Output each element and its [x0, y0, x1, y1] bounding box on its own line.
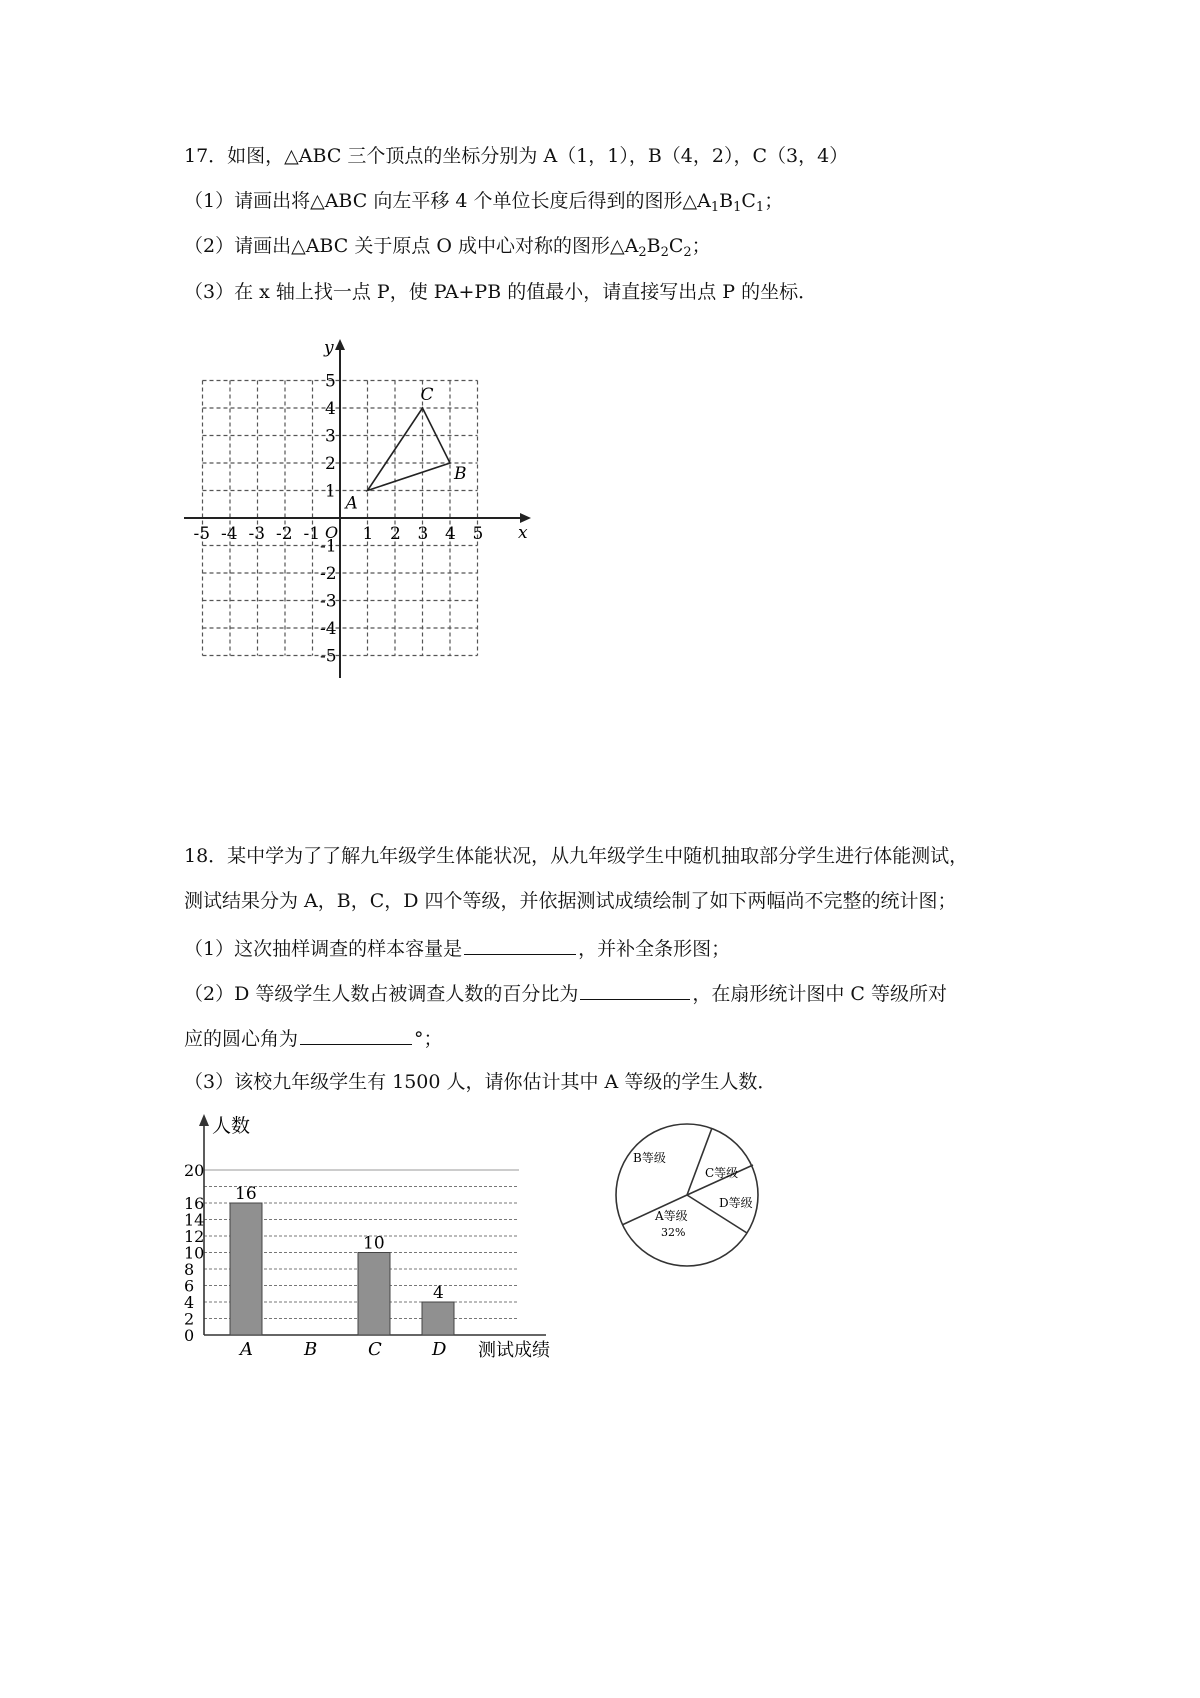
- vertex-label-c: C: [420, 385, 434, 405]
- y-tick-label: 1: [325, 481, 336, 502]
- pie-label-b: B等级: [633, 1151, 666, 1165]
- x-tick-label: 5: [472, 524, 484, 544]
- y-tick-label: 4: [325, 399, 336, 419]
- x-tick-labels: [194, 524, 484, 544]
- q17-part1: （1）请画出将△ABC 向左平移 4 个单位长度后得到的图形$\triangle A_1B_1C_1$；: [184, 190, 784, 215]
- q17-part2: （2）请画出△ABC 关于原点 O 成中心对称的图形$\triangle A_2B_2C_2$；: [184, 235, 711, 260]
- q18-part3: （3）该校九年级学生有 1500 人，请你估计其中 A 等级的学生人数．: [184, 1071, 777, 1093]
- bar-a: [230, 1203, 262, 1335]
- bar-category-labels: [238, 1339, 447, 1360]
- y-tick-label: -2: [320, 564, 337, 584]
- bar-y-axis-label: 人数: [212, 1115, 251, 1137]
- q18-part1: （1）这次抽样调查的样本容量是 ，并补全条形图；: [184, 932, 730, 963]
- x-tick-label: -3: [248, 524, 266, 544]
- bar-y-tick-label: 14: [184, 1210, 205, 1230]
- bar-chart: [184, 1110, 574, 1360]
- bar-y-tick-label: 12: [184, 1227, 205, 1246]
- bar-y-tick-label: 16: [184, 1194, 205, 1213]
- y-tick-label: -5: [320, 646, 337, 667]
- q18-part2-cont: 应的圆心角为 °；: [184, 1022, 443, 1053]
- bar-value-label: 16: [235, 1184, 257, 1204]
- bar-category-label: B: [304, 1339, 318, 1360]
- bar-y-tick-label: 2: [184, 1309, 195, 1329]
- x-tick-label: 3: [417, 524, 429, 544]
- y-tick-label: -3: [320, 591, 337, 612]
- x-tick-label: 4: [445, 524, 456, 544]
- y-tick-label: 2: [325, 454, 336, 474]
- q17-part3: （3）在 x 轴上找一点 P，使 PA+PB 的值最小，请直接写出点 P 的坐标．: [184, 281, 818, 303]
- q18-part2: （2）D 等级学生人数占被调查人数的百分比为 ，在扇形统计图中 C 等级所对: [184, 977, 947, 1008]
- bar-y-tick-label: 4: [184, 1293, 195, 1312]
- bar-y-tick-label: 8: [184, 1260, 195, 1279]
- x-axis-arrow-icon: [520, 513, 531, 523]
- y-tick-label: -4: [320, 619, 337, 639]
- y-axis-label: y: [324, 338, 334, 358]
- bar-category-label: D: [432, 1339, 447, 1360]
- answer-blank-c-angle[interactable]: [300, 1022, 412, 1045]
- x-axis-label: x: [518, 523, 528, 543]
- pie-chart: [597, 1120, 777, 1270]
- bar-category-label: A: [240, 1339, 253, 1360]
- x-tick-label: -1: [303, 524, 321, 544]
- q18-stem-line2: 测试结果分为 A，B，C，D 四个等级，并依据测试成绩绘制了如下两幅尚不完整的统计图；: [184, 890, 957, 912]
- y-axis-arrow-icon: [335, 339, 345, 350]
- vertex-label-a: A: [345, 493, 358, 514]
- q18-stem-line1: 18．某中学为了了解九年级学生体能状况，从九年级学生中随机抽取部分学生进行体能测试，: [184, 845, 969, 867]
- x-tick-label: 1: [362, 524, 374, 544]
- y-tick-label: 5: [325, 371, 336, 392]
- vertex-labels: [344, 385, 467, 514]
- origin-label: O: [325, 523, 339, 542]
- bar-y-tick-label: 10: [184, 1243, 205, 1263]
- bar-y-arrow-icon: [199, 1114, 209, 1126]
- vertex-label-b: B: [454, 464, 467, 484]
- y-tick-label: -1: [320, 536, 337, 557]
- bar-value-label: 10: [363, 1233, 385, 1254]
- answer-blank-sample-size[interactable]: [464, 932, 576, 955]
- bar-y-tick-labels: [184, 1161, 204, 1345]
- bar-x-axis-label: 测试成绩: [478, 1340, 550, 1360]
- bar-y-tick-label: 20: [184, 1161, 205, 1180]
- x-tick-label: -4: [221, 524, 238, 544]
- coordinate-grid-figure: [184, 338, 534, 678]
- x-tick-label: -5: [193, 524, 211, 544]
- bar-c: [358, 1253, 390, 1336]
- bar-value-label: 4: [433, 1283, 444, 1303]
- pie-label-c: C等级: [705, 1166, 739, 1180]
- triangle-abc: [368, 408, 451, 491]
- y-tick-label: 3: [325, 426, 336, 447]
- bar-d: [422, 1302, 454, 1335]
- answer-blank-d-percent[interactable]: [580, 977, 690, 1000]
- bar-category-label: C: [368, 1339, 382, 1360]
- pie-percent-a: 32%: [661, 1226, 686, 1239]
- bar-y-tick-label: 0: [184, 1326, 195, 1345]
- pie-label-d: D等级: [719, 1196, 753, 1210]
- x-tick-label: 2: [390, 524, 401, 544]
- q17-stem: 17．如图，△ABC 三个顶点的坐标分别为 A（1，1），B（4，2），C（3，4）: [184, 145, 849, 167]
- x-tick-label: -2: [276, 524, 293, 544]
- pie-label-a: A等级: [655, 1209, 688, 1223]
- bar-y-tick-label: 6: [184, 1276, 195, 1296]
